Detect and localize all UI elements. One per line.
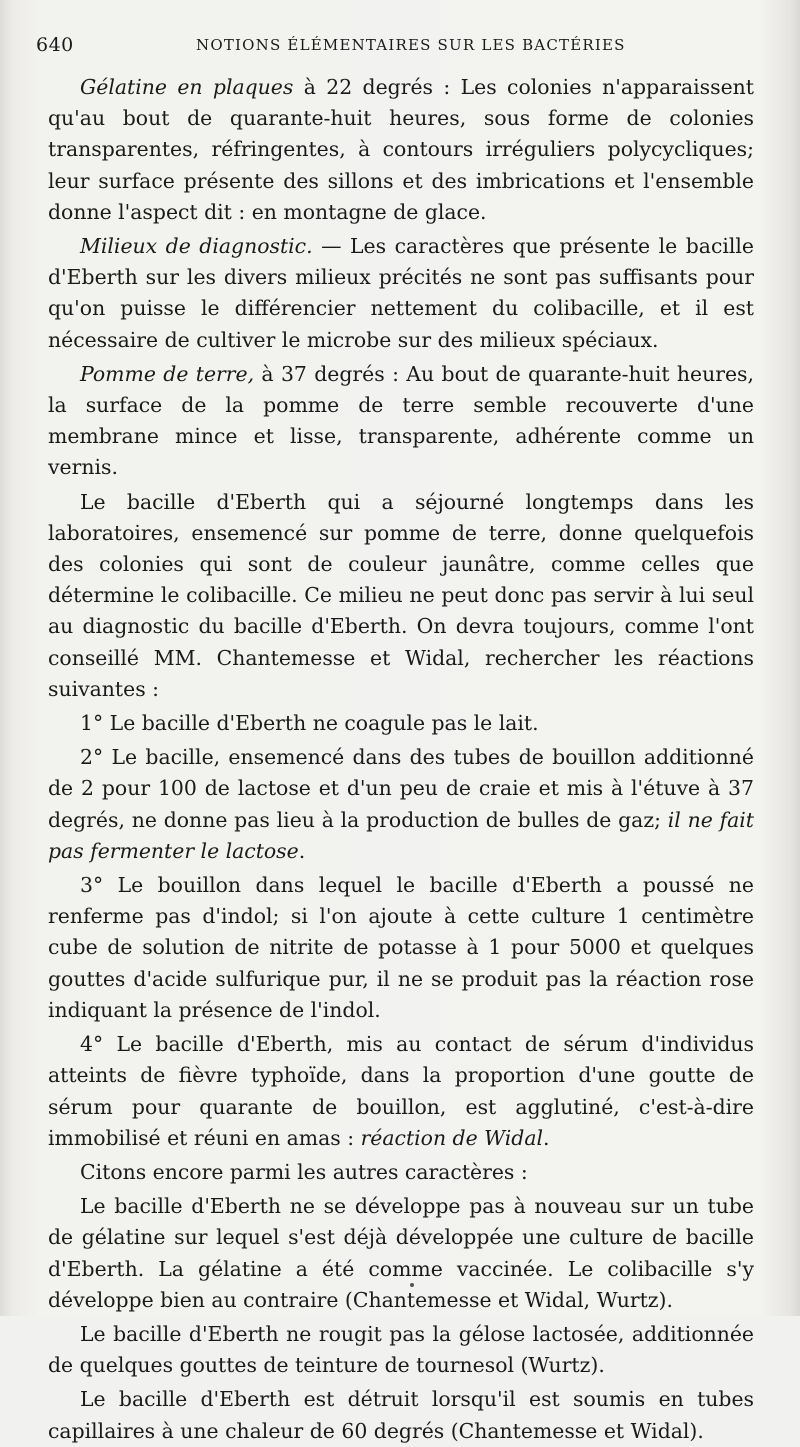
paragraph (48, 708, 754, 739)
paragraph-lead: Gélatine en plaques (80, 75, 294, 99)
paragraph-text: Citons encore parmi les autres caractères : (80, 1159, 528, 1184)
paragraph-text: 3° Le bouillon dans lequel le bacille d'Eberth a poussé ne renferme pas d'indol; si l'on ajoute à cette culture 1 centimètre cube de solution de nitrite de potasse à 1 pour 5000 et quelques gouttes d'acide sulfurique pur, il ne se produit pas la réaction rose indiquant la présence de l'indol. (48, 873, 754, 1022)
paragraph (48, 487, 754, 705)
paragraph (48, 1191, 754, 1316)
paragraph-text: 4° Le bacille d'Eberth, mis au contact de sérum d'individus atteints de fièvre typhoïde, dans la proportion d'une goutte de sérum pour quarante de bouillon, est agglutiné, c'est-à-dire immobilisé et réuni en amas : (48, 1032, 754, 1150)
paragraph-text: — Les caractères que présente le bacille d'Eberth sur les divers milieux précités ne sont pas suffisants pour qu'on puisse le différencier nettement du colibacille, et il est nécessaire de cultiver le microbe sur des milieux spéciaux. (48, 234, 755, 352)
paragraph-text: à 22 degrés : Les colonies n'apparaissent qu'au bout de quarante-huit heures, sous forme de colonies transparentes, réfringentes, à contours irréguliers polycycliques; leur surface présente des sillons et des imbrications et l'ensemble donne l'aspect dit : en montagne de glace. (48, 75, 755, 224)
paragraph-text: Le bacille d'Eberth est détruit lorsqu'il est soumis en tubes capillaires à une chaleur de 60 degrés (Chantemesse et Widal). (48, 1387, 754, 1443)
paragraph-tail: . (298, 838, 306, 863)
paragraph-text: Le bacille d'Eberth ne rougit pas la gélose lactosée, additionnée de quelques gouttes de teinture de tournesol (Wurtz). (48, 1321, 754, 1378)
paragraph-text: Le bacille d'Eberth ne se développe pas à nouveau sur un tube de gélatine sur lequel s'est déjà développée une culture de bacille d'Eberth. La gélatine a été comme vaccinée. Le colibacille s'y développe bien au contraire (Chantemesse et Widal, Wurtz). (48, 1194, 754, 1312)
print-mark (410, 1283, 414, 1287)
paragraph (48, 742, 754, 867)
page-number: 640 (36, 34, 74, 56)
paragraph-text: 2° Le bacille, ensemencé dans des tubes de bouillon additionné de 2 pour 100 de lactose et d'un peu de craie et mis à l'étuve à 37 degrés, ne donne pas lieu à la production de bulles de gaz; (48, 745, 754, 832)
paragraph (48, 870, 754, 1026)
body-text (48, 72, 754, 1447)
paragraph-emphasis: il ne fait pas fermenter le lactose (48, 807, 755, 863)
paragraph (48, 1384, 754, 1446)
paragraph (48, 231, 754, 356)
paragraph (48, 359, 754, 484)
paragraph-text: à 37 degrés : Au bout de quarante-huit heures, la surface de la pomme de terre semble recouverte d'une membrane mince et lisse, transparente, adhérente comme un vernis. (48, 361, 754, 480)
paragraph-lead: Pomme de terre, (80, 361, 255, 386)
paragraph (48, 1157, 754, 1188)
paragraph-tail: . (543, 1125, 550, 1150)
paragraph-lead: Milieux de diagnostic. (80, 234, 313, 259)
paragraph (48, 1319, 754, 1381)
running-head: NOTIONS ÉLÉMENTAIRES SUR LES BACTÉRIES (196, 36, 626, 54)
paragraph (48, 72, 754, 228)
paragraph-text: 1° Le bacille d'Eberth ne coagule pas le lait. (80, 711, 539, 736)
paragraph (48, 1029, 754, 1154)
page-header (36, 34, 756, 58)
paragraph-emphasis: réaction de Widal (360, 1125, 544, 1150)
paragraph-text: Le bacille d'Eberth qui a séjourné longtemps dans les laboratoires, ensemencé sur pomme de terre, donne quelquefois des colonies qui sont de couleur jaunâtre, comme celles que détermine le colibacille. Ce milieu ne peut donc pas servir à lui seul au diagnostic du bacille d'Eberth. On devra toujours, comme l'ont conseillé MM. Chantemesse et Widal, rechercher les réactions suivantes : (48, 489, 754, 701)
